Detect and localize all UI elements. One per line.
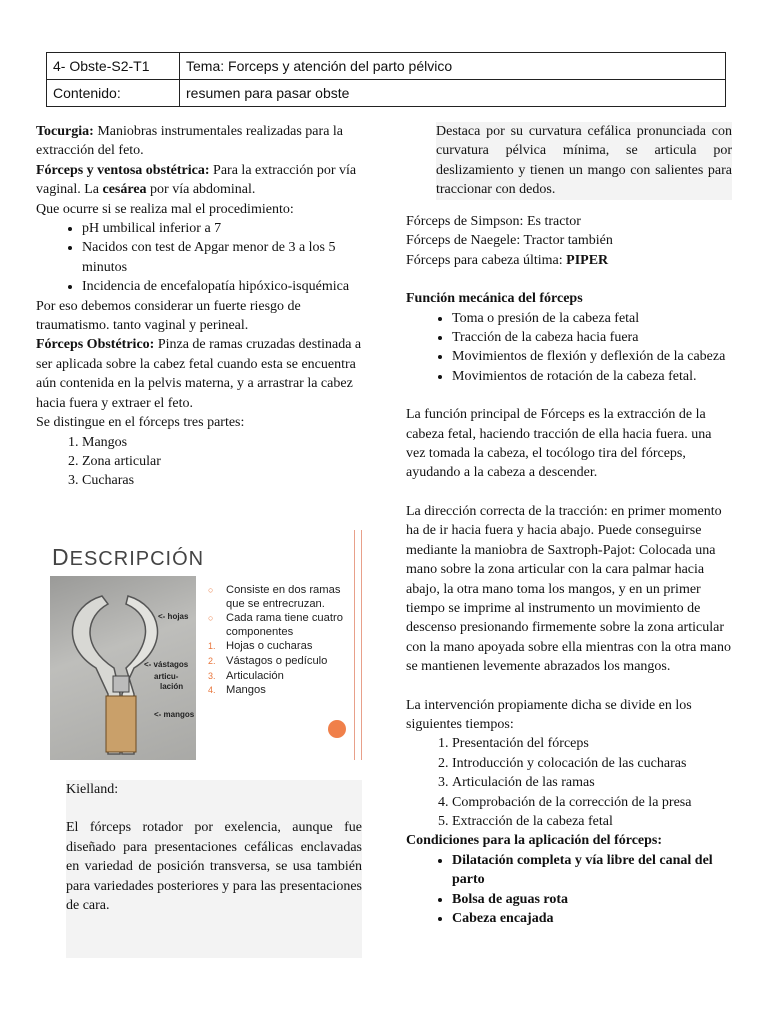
obstetrico-term: Fórceps Obstétrico: [36,337,155,353]
number-marker: 4. [208,685,216,696]
curvatura-text: Destaca por su curvatura cefálica pronunciada con curvatura pélvica mínima, se articula por deslizamiento y tienen un mango con salientes para traccionar con dedos. [436,124,732,198]
right-column [406,212,732,928]
partes-list [36,433,362,491]
piper-term: PIPER [566,252,609,268]
header-code: 4- Obste-S2-T1 [47,53,180,80]
tocurgia-text: Maniobras instrumentales realizadas para la extracción del feto. [36,124,344,159]
funcion-title [406,289,732,308]
condicion-text: Cabeza encajada [452,911,554,926]
forceps-paragraph [36,161,362,200]
list-item [452,851,732,890]
list-item [452,909,732,928]
photo-label-lacion: lación [160,682,184,691]
photo-label-mangos: <- mangos [154,710,195,719]
tiempos-list [406,734,732,831]
header-tema: Tema: Forceps y atención del parto pélvico [180,53,726,80]
list-item: 2. Zona articular [82,452,362,471]
list-item [206,640,356,654]
descripcion-slide [38,530,362,760]
curvatura-box [436,122,732,200]
photo-label-hojas: <- hojas [158,612,189,621]
partes-intro: Se distingue en el fórceps tres partes: [36,415,245,431]
orange-dot-icon [328,720,346,738]
tocurgia-term: Tocurgia: [36,124,94,139]
forceps-term: Fórceps y ventosa obstétrica: [36,162,210,178]
condicion-text: Bolsa de aguas rota [452,891,569,907]
list-item [206,684,356,698]
list-item: • Nacidos con test de Apgar menor de 3 a los 5 minutos [82,238,362,277]
number-marker: 1. [208,641,216,652]
simpson-line: Fórceps de Simpson: Es tractor [406,214,581,229]
list-item [206,670,356,684]
obstetrico-paragraph [36,335,362,413]
spacer [406,677,732,696]
list-item: • Toma o presión de la cabeza fetal [452,309,732,328]
por-eso-paragraph: Por eso debemos considerar un fuerte riesgo de traumatismo. tanto vaginal y perineal. [36,298,301,334]
photo-label-articu: articu- [154,672,179,681]
cesarea-term: cesárea [102,182,147,198]
spacer [406,270,732,289]
spacer [406,483,732,502]
funcion-list [406,309,732,387]
que-ocurre: Que ocurre si se realiza mal el procedimiento: [36,201,294,217]
list-item: 1. Mangos [82,433,362,452]
number-marker: 3. [208,670,216,681]
kielland-box [66,780,362,958]
left-column [36,122,362,491]
slide-numbered-text: Mangos [226,684,266,697]
naegele-line: Fórceps de Naegele: Tractor también [406,233,613,249]
slide-title-first: D [52,544,70,570]
list-item: • pH umbilical inferior a 7 [82,219,362,238]
tocurgia-paragraph [36,122,362,161]
header-contenido-label: Contenido: [47,80,180,107]
list-item [452,890,732,909]
condicion-text: Dilatación completa y vía libre del canal del parto [452,852,713,888]
slide-title [52,544,204,571]
list-item: • Movimientos de rotación de la cabeza fetal. [452,367,732,386]
number-marker: 2. [208,655,216,666]
list-item: 2. Introducción y colocación de las cucharas [452,754,732,773]
slide-bullet-text: Consiste en dos ramas que se entrecruzan. [226,584,341,610]
list-item: • Tracción de la cabeza hacia fuera [452,328,732,347]
intervencion-paragraph: La intervención propiamente dicha se divide en los siguientes tiempos: [406,697,692,732]
list-item: • Incidencia de encefalopatía hipóxico-isquémica [82,277,362,296]
forceps-text-b: por vía abdominal. [146,182,256,198]
funcion-principal-paragraph: La función principal de Fórceps es la extracción de la cabeza fetal, haciendo tracción de ella hacia fuera. una vez tomada la cabeza, el tocólogo tira del fórceps, ayudando a la cabeza a descender. [406,407,712,481]
condiciones-title-text: Condiciones para la aplicación del fórceps: [406,833,663,849]
obstetrico-text: Pinza de ramas cruzadas destinada a ser aplicada sobre la cabez fetal cuando esta se encuentra aún contenida en la pelvis materna, y a arrastrar la cabez hacia fuera y extraer el feto. [36,337,362,411]
spacer [66,799,362,818]
list-item: 3. Cucharas [82,471,362,490]
list-item [206,655,356,669]
list-item: 5. Extracción de la cabeza fetal [452,812,732,831]
list-item [206,584,356,611]
forceps-text-a: Para la extracción por vía vaginal. La [36,162,357,198]
cabeza-ultima-line [406,251,732,270]
direccion-paragraph: La dirección correcta de la tracción: en primer momento ha de ir hacia fuera y hacia abajo. Puede conseguirse mediante la maniobra de Saxtroph-Pajot: Colocada una mano sobre la zona articular con la cara palmar hacia abajo, la otra mano toma los mangos, y en un primer tiempo se imprime al instrumento un movimiento de descenso presionando firmemente sobre la zona articular con la mano apoyada sobre ella mientras con la otra mano se mantienen levemente abrazados los mangos. [406,503,731,675]
kielland-text: El fórceps rotador por exelencia, aunque fue diseñado para presentaciones cefálicas enclavadas en variedad de posición transversa, se usa también para variedades posteriores y para las presentaciones de cara. [66,820,362,914]
list-item: 4. Comprobación de la corrección de la presa [452,793,732,812]
slide-numbered-text: Hojas o cucharas [226,640,313,653]
ring-bullet-icon: ○ [208,585,214,595]
slide-title-rest: ESCRIPCIÓN [69,548,205,570]
slide-numbered-text: Vástagos o pedículo [226,654,328,667]
forceps-photo [50,576,196,760]
cabeza-ultima-text: Fórceps para cabeza última: [406,252,567,268]
photo-label-vastagos: <- vástagos [144,660,189,669]
condiciones-list [406,851,732,929]
spacer [406,386,732,405]
slide-list [206,584,356,699]
list-item: 3. Articulación de las ramas [452,773,732,792]
slide-bullet-text: Cada rama tiene cuatro componentes [226,612,343,638]
condiciones-title [406,831,732,850]
list-item: 1. Presentación del fórceps [452,734,732,753]
slide-numbered-text: Articulación [226,669,284,682]
list-item [206,612,356,639]
header-contenido-value: resumen para pasar obste [180,80,726,107]
list-item: • Movimientos de flexión y deflexión de la cabeza [452,347,732,366]
header-table [46,52,726,107]
funcion-title-text: Función mecánica del fórceps [406,291,583,307]
risk-list [36,219,362,297]
kielland-title: Kielland: [66,782,119,797]
ring-bullet-icon: ○ [208,613,214,624]
